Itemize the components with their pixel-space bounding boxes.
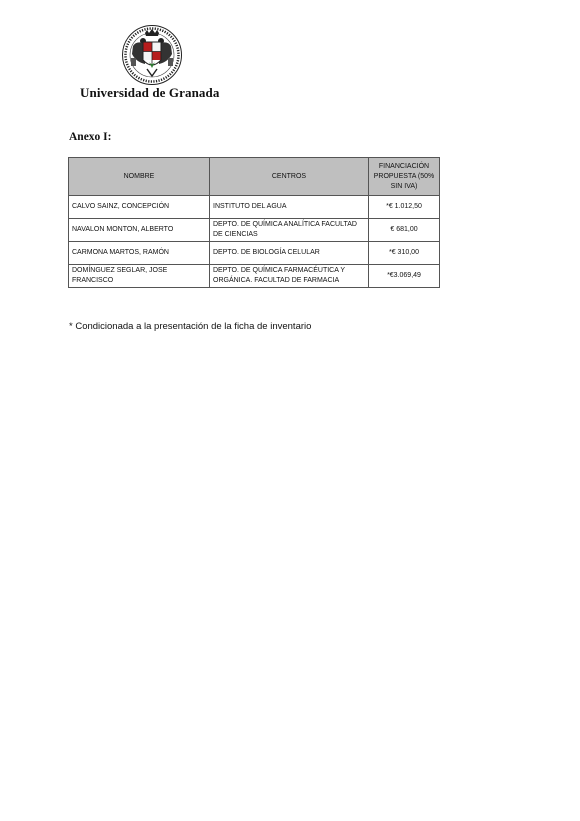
cell-centros: DEPTO. DE QUÍMICA ANALÍTICA FACULTAD DE CIENCIAS xyxy=(210,219,369,242)
footnote: * Condicionada a la presentación de la ficha de inventario xyxy=(69,321,312,332)
funding-table xyxy=(68,157,440,288)
cell-financiacion: *€ 1.012,50 xyxy=(369,196,440,219)
cell-nombre: CALVO SAINZ, CONCEPCIÓN xyxy=(69,196,210,219)
column-header-centros: CENTROS xyxy=(210,158,369,196)
cell-centros: DEPTO. DE QUÍMICA FARMACÉUTICA Y ORGÁNICA. FACULTAD DE FARMACIA xyxy=(210,265,369,288)
cell-financiacion: *€ 310,00 xyxy=(369,242,440,265)
cell-financiacion: *€3.069,49 xyxy=(369,265,440,288)
cell-centros: INSTITUTO DEL AGUA xyxy=(210,196,369,219)
annex-title: Anexo I: xyxy=(69,131,112,143)
column-header-financiacion: FINANCIACIÓN PROPUESTA (50% SIN IVA) xyxy=(369,158,440,196)
cell-nombre: NAVALON MONTON, ALBERTO xyxy=(69,219,210,242)
table-row xyxy=(69,242,440,265)
table-header-row xyxy=(69,158,440,196)
cell-financiacion: € 681,00 xyxy=(369,219,440,242)
university-seal-logo xyxy=(121,24,183,86)
cell-nombre: CARMONA MARTOS, RAMÓN xyxy=(69,242,210,265)
cell-centros: DEPTO. DE BIOLOGÍA CELULAR xyxy=(210,242,369,265)
table-row xyxy=(69,196,440,219)
column-header-nombre: NOMBRE xyxy=(69,158,210,196)
table-row xyxy=(69,219,440,242)
cell-nombre: DOMÍNGUEZ SEGLAR, JOSE FRANCISCO xyxy=(69,265,210,288)
university-name: Universidad de Granada xyxy=(80,85,220,100)
table-row xyxy=(69,265,440,288)
